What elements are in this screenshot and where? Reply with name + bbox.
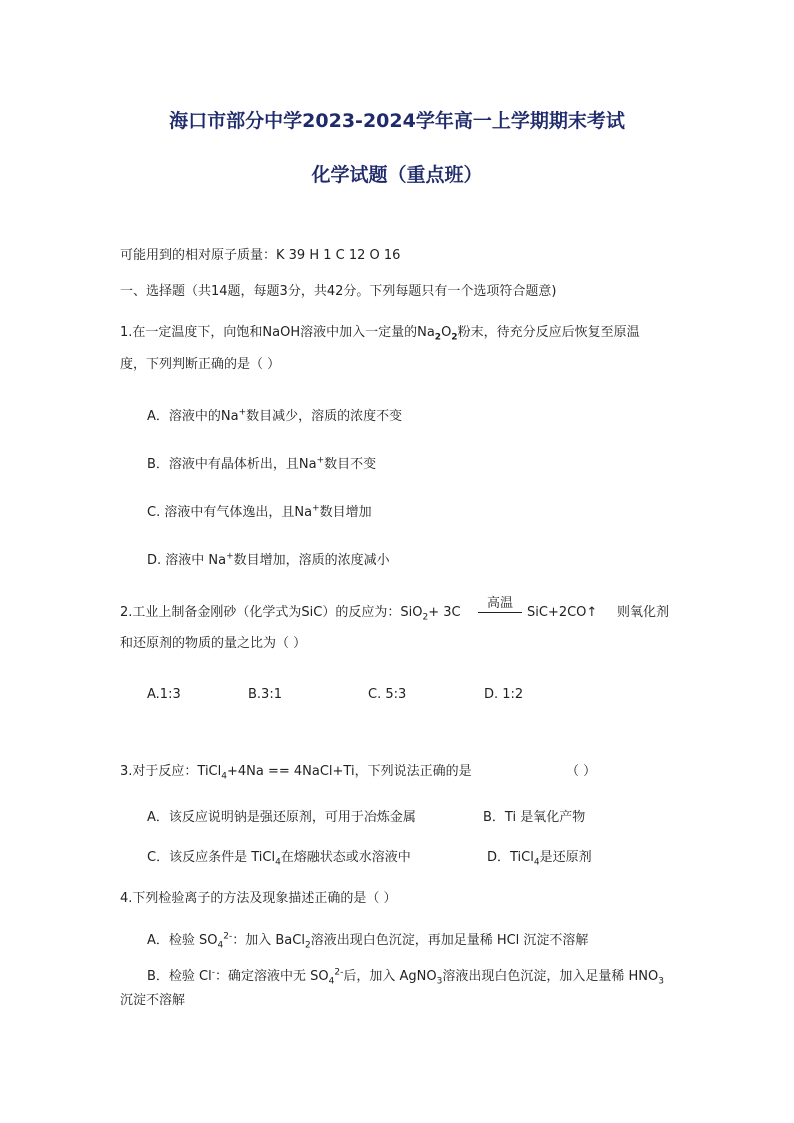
reaction-condition: 高温 (486, 596, 513, 611)
question-2-option-b: B.3:1 (248, 687, 282, 702)
question-3-option-c: C．该反应条件是 TiCl$_4$在熔融状态或水溶液中 (147, 850, 411, 868)
question-4-option-b-line2: 沉淀不溶解 (120, 993, 186, 1008)
question-4-stem: 4.下列检验离子的方法及现象描述正确的是（ ） (120, 891, 397, 906)
question-3-stem: 3.对于反应：TiCl$_4$+4Na == 4NaCl+Ti，下列说法正确的是 (120, 764, 472, 782)
exam-title: 海口市部分中学2023-2024学年高一上学期期末考试 (169, 110, 625, 132)
question-2-stem-tail: 则氧化剂 (617, 605, 670, 620)
question-1-option-c: C. 溶液中有气体逸出，且Na+数目增加 (147, 503, 372, 520)
question-1-stem: 1.在一定温度下，向饱和NaOH溶液中加入一定量的$Na_2O_2$粉末，待充分反应后恢复至原温 (120, 325, 640, 343)
atomic-masses-note: 可能用到的相对原子质量：K 39 H 1 C 12 O 16 (120, 248, 401, 263)
question-3-option-b: B．Ti 是氧化产物 (483, 810, 586, 825)
question-2-option-d: D. 1:2 (484, 687, 524, 702)
reaction-arrow-line (478, 612, 522, 613)
section-heading: 一、选择题（共14题，每题3分，共42分。下列每题只有一个选项符合题意) (120, 284, 557, 299)
question-1-option-a: A．溶液中的Na+数目减少，溶质的浓度不变 (147, 407, 403, 424)
question-3-option-a: A．该反应说明钠是强还原剂，可用于冶炼金属 (147, 810, 416, 825)
question-1-option-d: D. 溶液中 Na+数目增加，溶质的浓度减小 (147, 551, 390, 568)
question-2-option-a: A.1:3 (147, 687, 181, 702)
question-2-stem-line2: 和还原剂的物质的量之比为（ ） (120, 636, 307, 651)
reaction-products: SiC+2CO↑ (527, 605, 598, 620)
question-4-option-b: B．检验 Cl-：确定溶液中无 $SO_4^{2-}$后，加入 AgNO$_3$溶液出现白色沉淀，加入足量稀 $HNO_3$ (147, 967, 664, 987)
question-1-stem-line2: 度，下列判断正确的是（ ） (120, 357, 281, 372)
question-3-answer-paren: （ ） (566, 764, 597, 779)
exam-subtitle: 化学试题（重点班） (311, 164, 483, 186)
question-1-option-b: B．溶液中有晶体析出，且Na+数目不变 (147, 455, 377, 472)
question-3-option-d: D．TiCl$_4$是还原剂 (487, 850, 592, 868)
question-2-option-c: C. 5:3 (368, 687, 407, 702)
question-4-option-a: A．检验 $SO_4^{2-}$：加入 BaCl$_2$溶液出现白色沉淀，再加足量稀 HCl 沉淀不溶解 (147, 931, 589, 951)
question-2-stem: 2.工业上制备金刚砂（化学式为SiC）的反应为：SiO$_2$+ 3C (120, 605, 461, 623)
